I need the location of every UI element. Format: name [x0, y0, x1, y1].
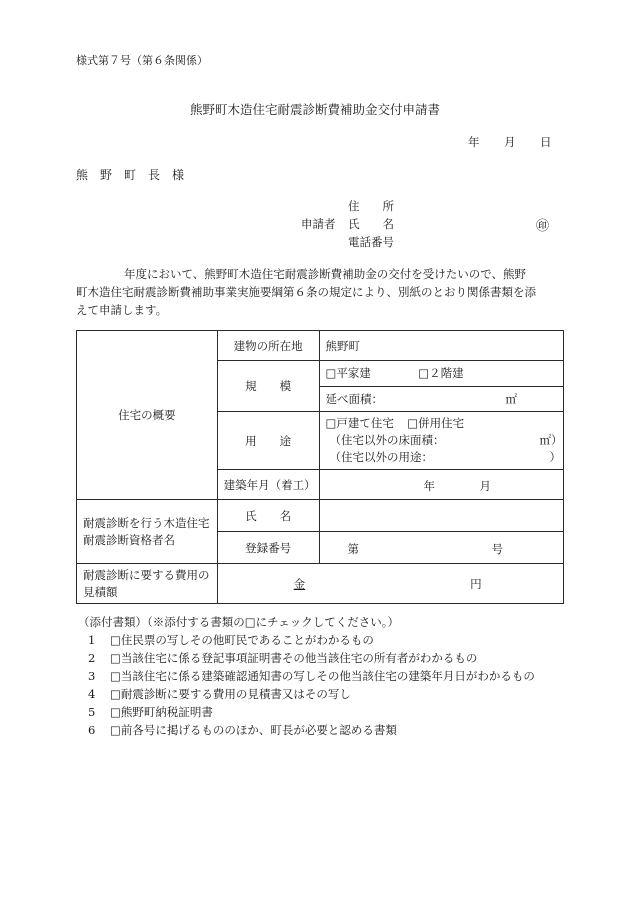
registration-prefix: 第 — [347, 542, 360, 556]
attachment-text: □当該住宅に係る登記事項証明書その他当該住宅の所有者がわかるもの — [110, 651, 478, 665]
attachment-item[interactable] — [88, 686, 351, 702]
attachment-number: 1 — [88, 633, 96, 647]
form-number: 様式第７号（第６条関係） — [76, 54, 208, 67]
cost-label-line-1: 耐震診断に要する費用の — [83, 567, 210, 582]
floor-area-unit: ㎡ — [505, 392, 518, 406]
attachment-number: 5 — [88, 705, 96, 719]
attachment-item[interactable] — [88, 704, 213, 720]
date-day-label: 日 — [540, 135, 552, 149]
attachment-item[interactable] — [88, 668, 535, 684]
body-line-2: 町木造住宅耐震診断費補助事業実施要綱第６条の規定により、別紙のとおり関係書類を添 — [76, 285, 536, 299]
built-year-label: 年 — [423, 479, 436, 493]
built-field[interactable] — [319, 470, 563, 500]
attachment-number: 3 — [88, 669, 96, 683]
attachment-item[interactable] — [88, 632, 374, 648]
diagnoser-label-line-2: 耐震診断資格者名 — [83, 532, 175, 547]
address-label: 住 所 — [348, 199, 394, 213]
applicant-label: 申請者 — [301, 217, 336, 231]
seal-mark: ㊞ — [536, 219, 550, 234]
phone-label: 電話番号 — [348, 235, 394, 249]
attachment-number: 4 — [88, 687, 96, 701]
location-value: 熊野町 — [325, 338, 361, 353]
registration-suffix: 号 — [491, 542, 504, 556]
other-area-label: （住宅以外の床面積： — [329, 433, 445, 447]
cost-label-line-2: 見積額 — [83, 584, 118, 599]
attachments-header: （添付書類）（※添付する書類の□にチェックしてください。） — [78, 615, 400, 629]
scale-option-single-story[interactable]: □平家建 — [325, 366, 371, 380]
addressee: 熊 野 町 長 様 — [76, 168, 185, 182]
cost-amount-line — [294, 576, 482, 592]
body-line-3: えて申請します。 — [76, 303, 168, 317]
other-use-close: ） — [549, 450, 562, 464]
location-label: 建物の所在地 — [217, 331, 319, 361]
body-line-1: 年度において、熊野町木造住宅耐震診断費補助金の交付を受けたいので、熊野 — [124, 267, 527, 281]
attachment-text: □住民票の写しその他町民であることがわかるもの — [110, 633, 374, 647]
use-option-detached[interactable]: □戸建て住宅 — [325, 416, 394, 430]
other-use-label: （住宅以外の用途： — [329, 450, 434, 464]
attachment-item[interactable] — [88, 650, 477, 666]
diagnoser-label-line-1: 耐震診断を行う木造住宅 — [83, 515, 210, 530]
cost-field[interactable] — [217, 564, 563, 604]
cost-label — [77, 564, 218, 604]
attachment-item[interactable] — [88, 722, 397, 738]
attachment-text: □耐震診断に要する費用の見積書又はその写し — [110, 687, 351, 701]
date-year-label: 年 — [468, 135, 480, 149]
other-use-field[interactable] — [326, 449, 562, 466]
built-month-label: 月 — [479, 479, 492, 493]
floor-area-field[interactable] — [320, 387, 563, 411]
overview-label: 住宅の概要 — [77, 331, 218, 500]
use-option-mixed[interactable]: □併用住宅 — [407, 416, 465, 430]
floor-area-label: 延べ面積： — [325, 392, 384, 406]
name-label: 氏 名 — [348, 217, 394, 231]
attachment-text: □前各号に掲げるもののほか、町長が必要と認める書類 — [110, 723, 397, 737]
scale-option-two-story[interactable]: □２階建 — [418, 366, 464, 380]
registration-field[interactable] — [319, 532, 563, 564]
other-area-unit: ㎡） — [539, 433, 563, 447]
attachment-text: □当該住宅に係る建築確認通知書の写しその他当該住宅の建築年月日がわかるもの — [110, 669, 535, 683]
cost-prefix: 金 — [293, 577, 306, 591]
attachment-number: 2 — [88, 651, 96, 665]
application-table — [76, 330, 564, 604]
other-area-field[interactable] — [326, 432, 563, 449]
diagnoser-label — [77, 500, 218, 564]
attachment-number: 6 — [88, 723, 96, 737]
date-month-label: 月 — [504, 135, 516, 149]
diagnoser-name-field[interactable] — [319, 500, 563, 532]
cost-suffix: 円 — [470, 577, 482, 591]
use-label: 用 途 — [217, 412, 319, 470]
registration-label: 登録番号 — [217, 532, 319, 564]
location-field[interactable] — [319, 331, 563, 361]
built-label: 建築年月（着工） — [217, 470, 319, 500]
document-title: 熊野町木造住宅耐震診断費補助金交付申請書 — [189, 102, 440, 117]
scale-label: 規 模 — [217, 361, 319, 412]
attachment-text: □熊野町納税証明書 — [110, 705, 213, 719]
diagnoser-name-label: 氏 名 — [217, 500, 319, 532]
